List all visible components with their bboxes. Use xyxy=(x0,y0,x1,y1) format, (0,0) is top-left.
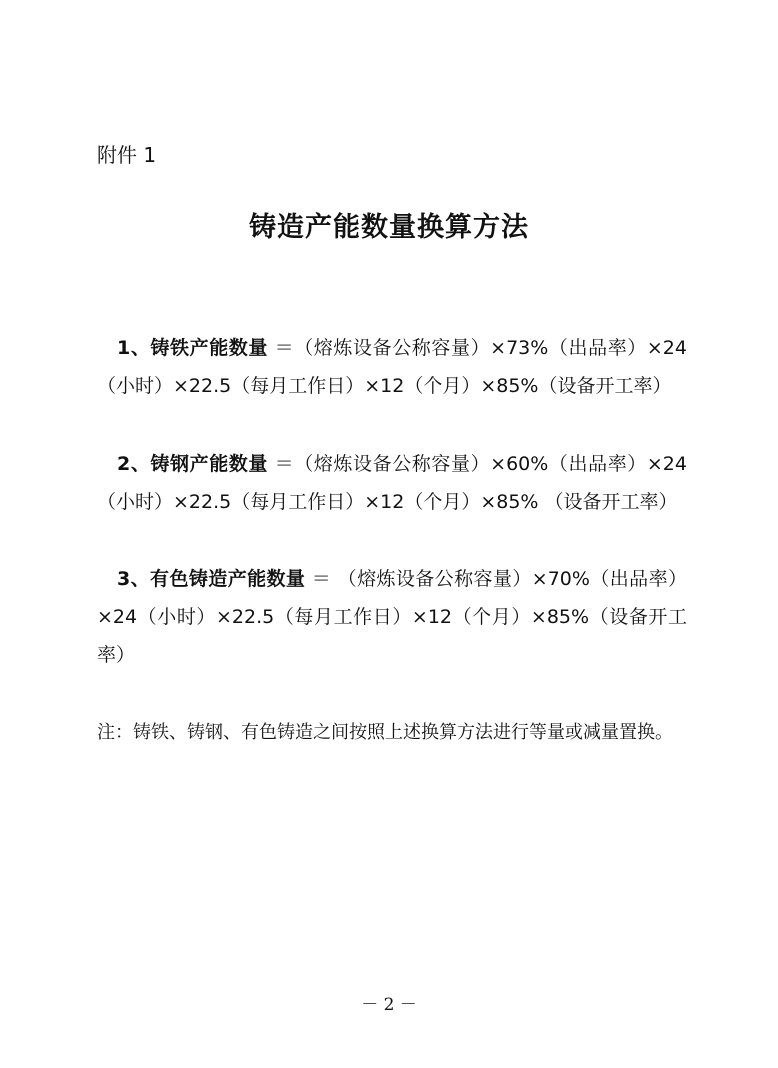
formula-paragraph-cast-iron xyxy=(97,329,687,405)
formula-lead: 3、有色铸造产能数量 xyxy=(117,568,306,590)
formula-text: ＝ （熔炼设备公称容量）×70%（出品率）×24（小时）×22.5（每月工作日）×12（个月）×85%（设备开工率） xyxy=(97,568,687,666)
page-number: － 2 － xyxy=(361,995,417,1015)
note-text: 注：铸铁、铸钢、有色铸造之间按照上述换算方法进行等量或减量置换。 xyxy=(97,722,673,743)
document-title: 铸造产能数量换算方法 xyxy=(249,212,529,243)
formula-lead: 1、铸铁产能数量 xyxy=(117,337,268,359)
formula-paragraph-cast-steel xyxy=(97,445,687,521)
formula-text: ＝（熔炼设备公称容量）×60%（出品率）×24（小时）×22.5（每月工作日）×12（个月）×85% （设备开工率） xyxy=(97,453,687,513)
formula-paragraph-nonferrous xyxy=(97,560,687,674)
attachment-label: 附件 1 xyxy=(97,143,157,167)
formula-text: ＝（熔炼设备公称容量）×73%（出品率）×24（小时）×22.5（每月工作日）×12（个月）×85%（设备开工率） xyxy=(97,337,687,397)
formula-lead: 2、铸钢产能数量 xyxy=(117,453,268,475)
